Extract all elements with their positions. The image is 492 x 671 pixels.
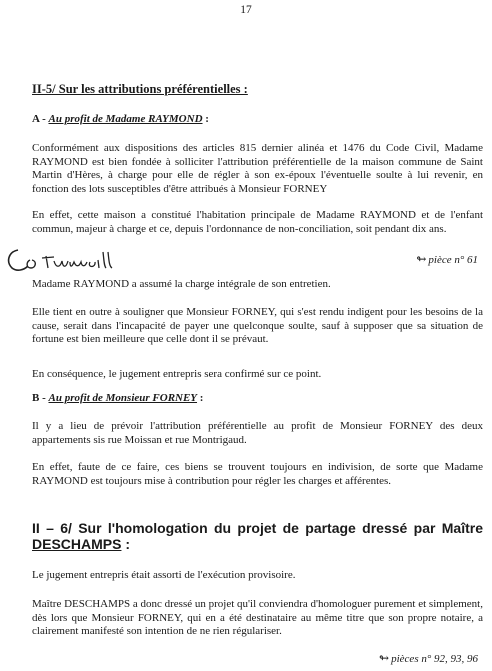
subsection-b-prefix: B -	[32, 392, 49, 404]
section-title-homologation-suffix: :	[121, 535, 131, 552]
section-title-attributions: II-5/ Sur les attributions préférentielles :	[32, 82, 248, 96]
subsection-b-suffix: :	[197, 392, 204, 404]
subsection-b-label: Au profit de Monsieur FORNEY	[48, 392, 198, 404]
subsection-a-prefix: A -	[32, 113, 49, 125]
paragraph-homologation-1: Le jugement entrepris était assorti de l'exécution provisoire.	[32, 569, 296, 581]
section-title-homologation-line2: DESCHAMPS	[32, 535, 122, 552]
subsection-a-heading	[32, 113, 209, 125]
reference-pieces-text: pièces n° 92, 93, 96	[391, 653, 478, 665]
paragraph-a2: En effet, cette maison a constitué l'habitation principale de Madame RAYMOND et de l'enfant commun, majeur à charge et ce, depuis l'ordonnance de non-conciliation, soit pendant dix ans.	[32, 209, 483, 235]
paragraph-b2: En effet, faute de ce faire, ces biens se trouvent toujours en indivision, de sorte que Madame RAYMOND est toujours mise à contribution pour régler les charges et afférentes.	[32, 461, 483, 487]
paragraph-a3: Madame RAYMOND a assumé la charge intégrale de son entretien.	[32, 278, 331, 290]
handwritten-annotation	[4, 246, 134, 274]
paragraph-a1: Conformément aux dispositions des articles 815 dernier alinéa et 1476 du Code Civil, Madame RAYMOND est bien fondée à solliciter l'attribution préférentielle de la maison commune de Saint Martin d'Hères, à charge pour elle de régler à son ex-époux l'éventuelle soulte à lui revenir, en fonction des lots susceptibles d'être attribués à Monsieur FORNEY	[32, 142, 483, 195]
paragraph-b1: Il y a lieu de prévoir l'attribution préférentielle au profit de Monsieur FORNEY des deux appartements sis rue Moissan et rue Montrigaud.	[32, 420, 483, 446]
subsection-a-label: Au profit de Madame RAYMOND	[48, 113, 203, 125]
reference-arrow-icon: ↬	[379, 651, 390, 665]
reference-arrow-icon: ↬	[416, 252, 427, 266]
subsection-b-heading	[32, 392, 203, 404]
paragraph-a5: En conséquence, le jugement entrepris sera confirmé sur ce point.	[32, 368, 322, 380]
reference-pieces-92-93-96	[379, 651, 478, 666]
handwriting-text: Co tumorell	[4, 246, 9, 247]
paragraph-a4: Elle tient en outre à souligner que Monsieur FORNEY, qui s'est rendu indigent pour les besoins de la cause, serait dans l'incapacité de payer une quelconque soulte, sauf à supposer que sa situation de fortune est bien meilleure que celle dont il se prévaut.	[32, 306, 483, 345]
page-number: 17	[240, 4, 252, 16]
reference-piece-61	[416, 252, 478, 267]
section-title-homologation-line1: II – 6/ Sur l'homologation du projet de partage dressé par Maître	[32, 520, 483, 536]
reference-piece-61-text: pièce n° 61	[428, 254, 478, 266]
section-title-homologation	[32, 521, 483, 552]
subsection-a-suffix: :	[202, 113, 209, 125]
paragraph-homologation-2: Maître DESCHAMPS a donc dressé un projet qu'il conviendra d'homologuer purement et simplement, dès lors que Monsieur FORNEY, qui en a été destinataire au même titre que son propre notaire, a clairement manifesté son intention de ne rien régulariser.	[32, 598, 483, 637]
